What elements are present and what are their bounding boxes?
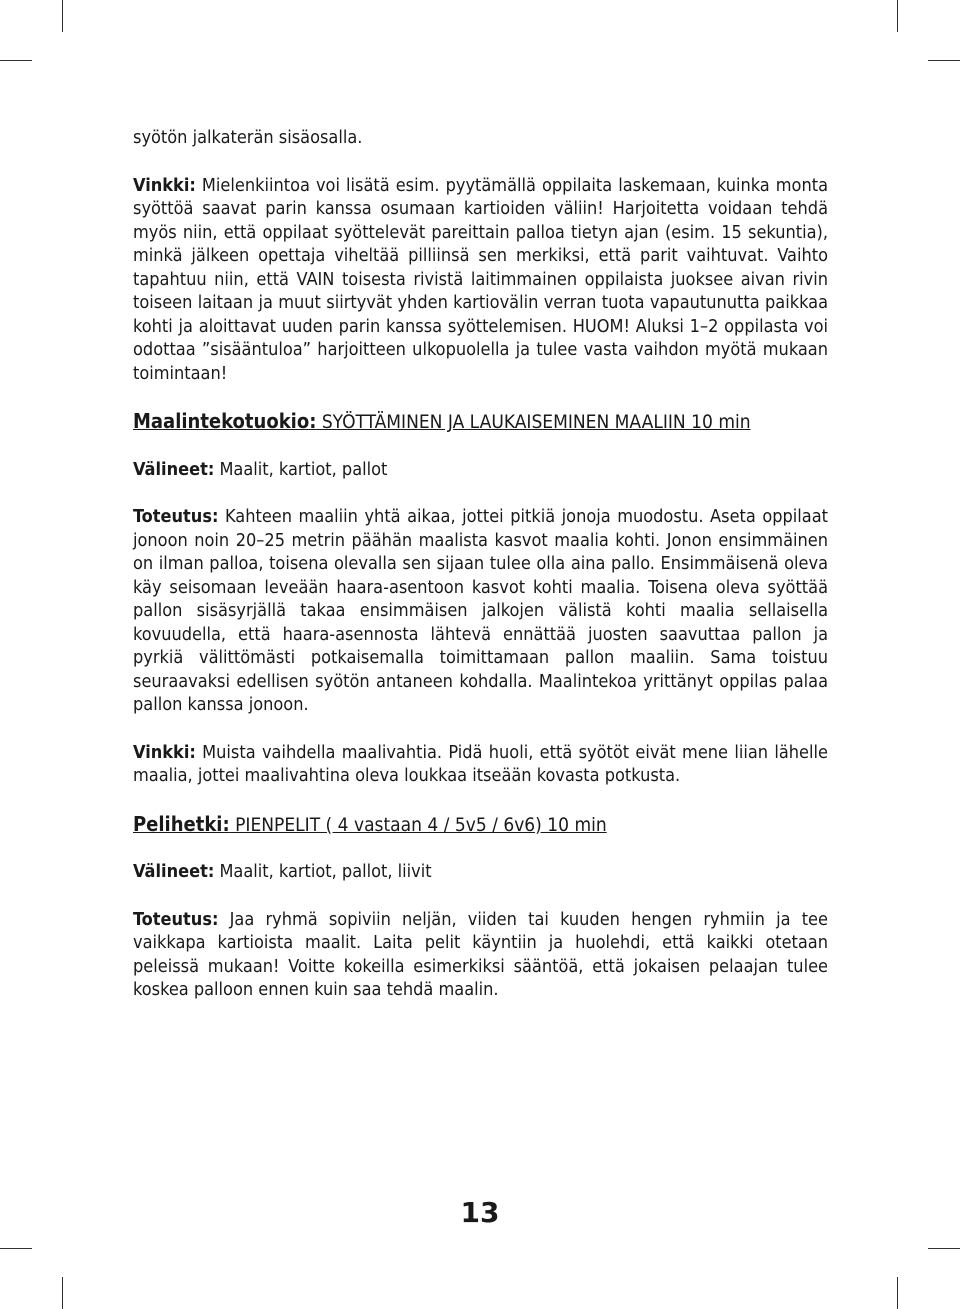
section-heading-goal-scoring (133, 410, 828, 435)
page-number: 13 (460, 1196, 500, 1229)
crop-mark (928, 60, 960, 61)
execution-paragraph (133, 505, 828, 717)
tip-text: Mielenkiintoa voi lisätä esim. pyytämällä oppilaita laskemaan, kuinka monta syöttöä saavat parin kanssa osumaan kartioiden väliin! Harjoitetta voidaan tehdä myös niin, että oppilaat syöttelevät pareittain palloa tietyn ajan (esim. 15 sekuntia), minkä jälkeen opettaja viheltää pilliinsä sen merkiksi, että parit vaihtuvat. Vaihto tapahtuu niin, että VAIN toisesta rivistä laitimmainen oppilaista juoksee aivan rivin toiseen laitaan ja muut siirtyvät yhden kartiovälin verran tuota vapautunutta paikkaa kohti ja aloittavat uuden parin kanssa syöttelemisen. HUOM! Aluksi 1–2 oppilasta voi odottaa ”sisääntuloa” harjoitteen ulkopuolella ja tulee vasta vaihdon myötä mukaan toimintaan! (133, 174, 828, 384)
tip-paragraph (133, 174, 828, 386)
crop-mark (62, 0, 63, 32)
intro-text: syötön jalkaterän sisäosalla. (133, 127, 363, 148)
crop-mark (0, 1248, 32, 1249)
tip-paragraph (133, 741, 828, 788)
execution-label: Toteutus: (133, 908, 219, 930)
section-heading-label: Pelihetki: (133, 811, 230, 836)
crop-mark (897, 0, 898, 32)
execution-text: Jaa ryhmä sopiviin neljän, viiden tai kuuden hengen ryhmiin ja tee vaikkapa kartioista maalit. Laita pelit käyntiin ja huolehdi, että kaikki otetaan peleissä mukaan! Voitte kokeilla esimerkiksi sääntöä, että jokaisen pelaajan tulee koskea palloon ennen kuin saa tehdä maalin. (133, 908, 828, 1000)
equipment-label: Välineet: (133, 861, 215, 882)
equipment-paragraph (133, 860, 828, 884)
execution-text: Kahteen maaliin yhtä aikaa, jottei pitkiä jonoja muodostu. Aseta oppilaat jonoon noin 20–25 metrin päähän maalista kasvot maalia kohti. Jonon ensimmäinen on ilman palloa, toisena olevalla sen sijaan tulee olla aina pallo. Ensimmäisenä oleva käy seisomaan leveään haara-asentoon kasvot kohti maalia. Toisena oleva syöttää pallon sisäsyrjällä takaa ensimmäisen jalkojen välistä kohti maalia sellaisella kovuudella, että haara-asennosta lähtevä ennättää juosten saavuttaa pallon ja pyrkiä välittömästi potkaisemalla toimittamaan pallon maaliin. Sama toistuu seuraavaksi edellisen syötön antaneen kohdalla. Maalintekoa yrittänyt oppilas palaa pallon kanssa jonoon. (133, 506, 828, 715)
tip-label: Vinkki: (133, 741, 196, 763)
equipment-text: Maalit, kartiot, pallot, liivit (214, 861, 432, 882)
execution-paragraph (133, 908, 828, 1002)
section-heading-text: SYÖTTÄMINEN JA LAUKAISEMINEN MAALIIN 10 min (316, 411, 751, 433)
execution-label: Toteutus: (133, 506, 219, 527)
crop-mark (928, 1248, 960, 1249)
crop-mark (62, 1277, 63, 1309)
section-heading-text: PIENPELIT ( 4 vastaan 4 / 5v5 / 6v6) 10 min (229, 813, 607, 836)
section-heading-small-games (133, 813, 828, 838)
crop-mark (897, 1277, 898, 1309)
equipment-label: Välineet: (133, 458, 215, 480)
equipment-text: Maalit, kartiot, pallot (214, 458, 388, 480)
intro-paragraph (133, 126, 828, 150)
tip-label: Vinkki: (133, 174, 196, 196)
tip-text: Muista vaihdella maalivahtia. Pidä huoli, että syötöt eivät mene liian lähelle maalia, jottei maalivahtina oleva loukkaa itseään kovasta potkusta. (133, 741, 828, 786)
crop-mark (0, 60, 32, 61)
section-heading-label: Maalintekotuokio: (133, 409, 317, 433)
page-content (133, 126, 828, 1002)
equipment-paragraph (133, 458, 828, 482)
